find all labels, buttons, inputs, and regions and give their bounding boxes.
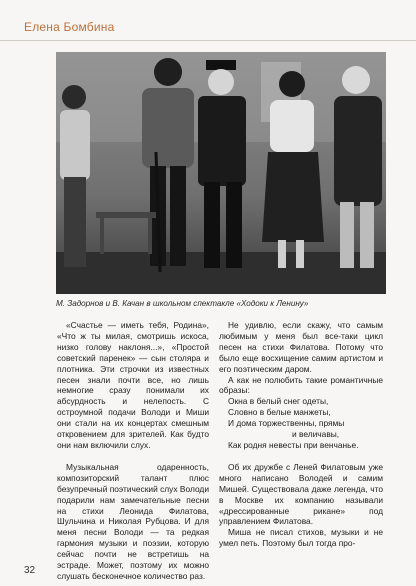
poem-line: И дома торжественны, прямы — [228, 418, 345, 429]
paragraph: Не удивлю, если скажу, что самым любимым у меня был все-таки цикл песен на стихи Филатова. Потому что было еще восхищение самим артистом и его поэтическим даром. — [219, 320, 383, 374]
photo-caption: М. Задорнов и В. Качан в школьном спектакле «Ходоки к Ленину» — [56, 299, 309, 308]
poem-line: Словно в белые манжеты, — [228, 407, 331, 418]
poem-line: Как родня невесты при венчанье. — [228, 439, 359, 450]
poem-line: Окна в белый снег одеты, — [228, 396, 329, 407]
paragraph: Об их дружбе с Леней Филатовым уже много написано Володей и самим Мишей. Существовала даже легенда, что в Москве их компанию называли «дрессированные рикане» под управлением Филатова. — [219, 461, 383, 527]
poem-block — [219, 396, 383, 451]
paragraph: Музыкальная одаренность, композиторский талант плюс безупречный поэтический слух Володи подарили нам замечательные песни на стихи Леонида Филатова, Шульчина и Николая Рубцова. И для меня песни Володи — та редкая гармония музыки и поэзии, которую сейчас почти не встретишь на эстраде. Может, поэтому их можно слушать бесконечное количество раз. — [57, 461, 209, 581]
right-text-column — [219, 320, 383, 549]
poem-line-continued: и величавы, — [292, 429, 340, 440]
running-head-author: Елена Бомбина — [24, 20, 115, 34]
paragraph: Миша не писал стихов, музыки и не умел петь. Поэтому был тогда про- — [219, 527, 383, 549]
stage-photo — [56, 52, 386, 294]
paragraph: А как не полюбить такие романтичные образы: — [219, 374, 383, 396]
paragraph: «Счастье — иметь тебя, Родина», «Что ж ты милая, смотришь искоса, низко голову наклоня...», «Простой советский паренек» — сын столяра и плотника. Эти строчки из известных песен знали почти все, но лишь немногие сразу понимали их абсурдность и нелепость. С остроумной подачи Володи и Миши они стали на их концертах смешным откровением для зрителей. Как будто они нам включили слух. — [57, 320, 209, 450]
page-number: 32 — [24, 565, 36, 576]
left-text-column — [57, 320, 209, 582]
header-divider — [0, 40, 416, 41]
